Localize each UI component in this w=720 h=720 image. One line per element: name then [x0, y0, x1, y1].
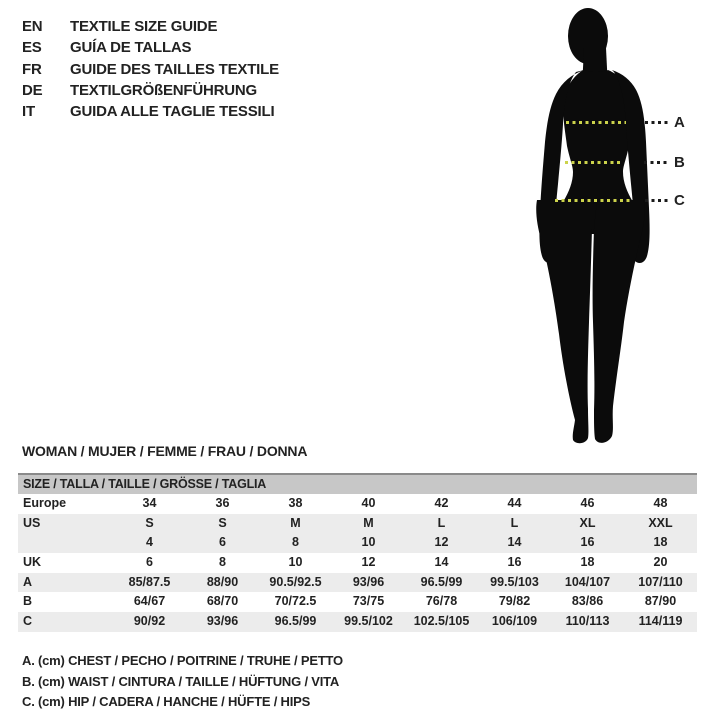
language-legend — [22, 16, 279, 122]
row-label: US — [23, 515, 41, 530]
size-cell: 90/92 — [133, 614, 166, 629]
silhouette-right-leg — [593, 200, 645, 443]
size-cell: 12 — [361, 555, 376, 570]
size-cell: L — [437, 515, 446, 530]
language-row — [22, 80, 279, 101]
size-cell: 8 — [219, 555, 226, 570]
size-cell: 48 — [653, 496, 668, 510]
size-cell: 68/70 — [206, 594, 239, 609]
size-cell: S — [218, 515, 227, 530]
size-table-row-europe — [18, 494, 697, 514]
measure-dots-yellow-a — [566, 121, 626, 124]
size-cell: 110/113 — [565, 614, 610, 629]
size-cell: 93/96 — [352, 574, 385, 589]
row-label — [18, 533, 113, 553]
size-table-row-uk — [18, 553, 697, 573]
measure-dots-black-c — [645, 199, 669, 202]
size-table-row-chest-a — [18, 573, 697, 593]
size-table-row-hip-c — [18, 612, 697, 632]
measure-label-c: C — [674, 192, 685, 209]
language-row — [22, 59, 279, 80]
size-cell: 18 — [653, 535, 668, 550]
size-cell: 83/86 — [571, 594, 604, 609]
size-cell: 16 — [580, 535, 595, 550]
size-cell: 99.5/102 — [344, 614, 393, 629]
measure-dots-black-b — [644, 161, 668, 164]
row-label: A — [23, 574, 33, 589]
size-cell: 6 — [146, 555, 153, 570]
size-cell: 87/90 — [644, 594, 677, 609]
row-label: B — [23, 594, 33, 609]
row-label: C — [23, 614, 33, 629]
size-table — [18, 473, 697, 632]
size-cell: 104/107 — [564, 574, 611, 589]
size-cell: 64/67 — [133, 594, 166, 609]
size-cell: 93/96 — [206, 614, 239, 629]
size-cell: 10 — [361, 535, 376, 550]
language-title: GUÍA DE TALLAS — [70, 39, 192, 57]
size-cell: 79/82 — [498, 594, 531, 609]
language-row — [22, 101, 279, 122]
size-cell: 36 — [215, 496, 230, 510]
section-title-woman: WOMAN / MUJER / FEMME / FRAU / DONNA — [22, 443, 308, 459]
size-cell: 40 — [361, 496, 376, 510]
size-cell: S — [145, 515, 154, 530]
size-cell: 76/78 — [425, 594, 458, 609]
size-cell: 6 — [219, 535, 226, 550]
size-cell: 96.5/99 — [420, 574, 463, 589]
language-code: FR — [22, 60, 42, 78]
language-code: DE — [22, 81, 43, 99]
size-table-header: SIZE / TALLA / TAILLE / GRÖSSE / TAGLIA — [18, 473, 697, 494]
size-cell: 106/109 — [491, 614, 538, 629]
size-cell: 88/90 — [206, 574, 239, 589]
language-code: IT — [22, 103, 35, 121]
woman-silhouette-icon — [528, 4, 670, 446]
language-title: TEXTILE SIZE GUIDE — [70, 18, 218, 35]
language-code: EN — [22, 18, 43, 35]
footnote-waist: B. (cm) WAIST / CINTURA / TAILLE / HÜFTUNG / VITA — [22, 673, 340, 689]
size-cell: 10 — [288, 555, 303, 570]
size-table-row-us-numeric — [18, 533, 697, 553]
size-cell: 70/72.5 — [274, 594, 317, 609]
size-cell: 73/75 — [352, 594, 385, 609]
language-row — [22, 37, 279, 58]
measure-dots-black-a — [645, 121, 669, 124]
size-cell: M — [363, 515, 374, 530]
language-title: GUIDA ALLE TAGLIE TESSILI — [70, 103, 275, 121]
row-label: UK — [23, 555, 42, 570]
measure-dots-yellow-b — [565, 161, 620, 164]
size-cell: 90.5/92.5 — [269, 574, 322, 589]
size-cell: L — [510, 515, 519, 530]
size-cell: 42 — [434, 496, 449, 510]
language-title: TEXTILGRÖßENFÜHRUNG — [70, 81, 258, 99]
measure-dots-yellow-c — [555, 199, 631, 202]
size-cell: 14 — [434, 555, 449, 570]
silhouette-left-leg — [536, 200, 592, 443]
size-table-row-us — [18, 514, 697, 534]
size-cell: 8 — [292, 535, 299, 550]
size-cell: 85/87.5 — [128, 574, 171, 589]
row-label: Europe — [23, 496, 67, 510]
size-cell: 14 — [507, 535, 522, 550]
size-cell: 102.5/105 — [413, 614, 470, 629]
size-cell: 12 — [434, 535, 449, 550]
size-cell: 44 — [507, 496, 522, 510]
size-cell: 34 — [142, 496, 157, 510]
size-cell: 46 — [580, 496, 595, 510]
size-cell: 38 — [288, 496, 303, 510]
size-table-row-waist-b — [18, 592, 697, 612]
size-cell: 114/119 — [638, 614, 683, 629]
language-title: GUIDE DES TAILLES TEXTILE — [70, 60, 279, 78]
footnote-hip: C. (cm) HIP / CADERA / HANCHE / HÜFTE / HIPS — [22, 694, 311, 709]
size-cell: 99.5/103 — [490, 574, 539, 589]
size-cell: 107/110 — [638, 574, 683, 589]
size-cell: 16 — [507, 555, 522, 570]
size-cell: 18 — [580, 555, 595, 570]
measure-label-b: B — [674, 154, 685, 171]
size-cell: 20 — [653, 555, 668, 570]
size-cell: XXL — [648, 515, 673, 530]
language-code: ES — [22, 39, 42, 57]
size-cell: XL — [579, 515, 596, 530]
measurement-footnotes — [22, 651, 343, 713]
measure-label-a: A — [674, 114, 685, 131]
size-cell: M — [290, 515, 301, 530]
language-row — [22, 16, 279, 37]
footnote-chest: A. (cm) CHEST / PECHO / POITRINE / TRUHE / PETTO — [22, 653, 343, 668]
size-cell: 4 — [146, 535, 153, 550]
size-cell: 96.5/99 — [274, 614, 317, 629]
